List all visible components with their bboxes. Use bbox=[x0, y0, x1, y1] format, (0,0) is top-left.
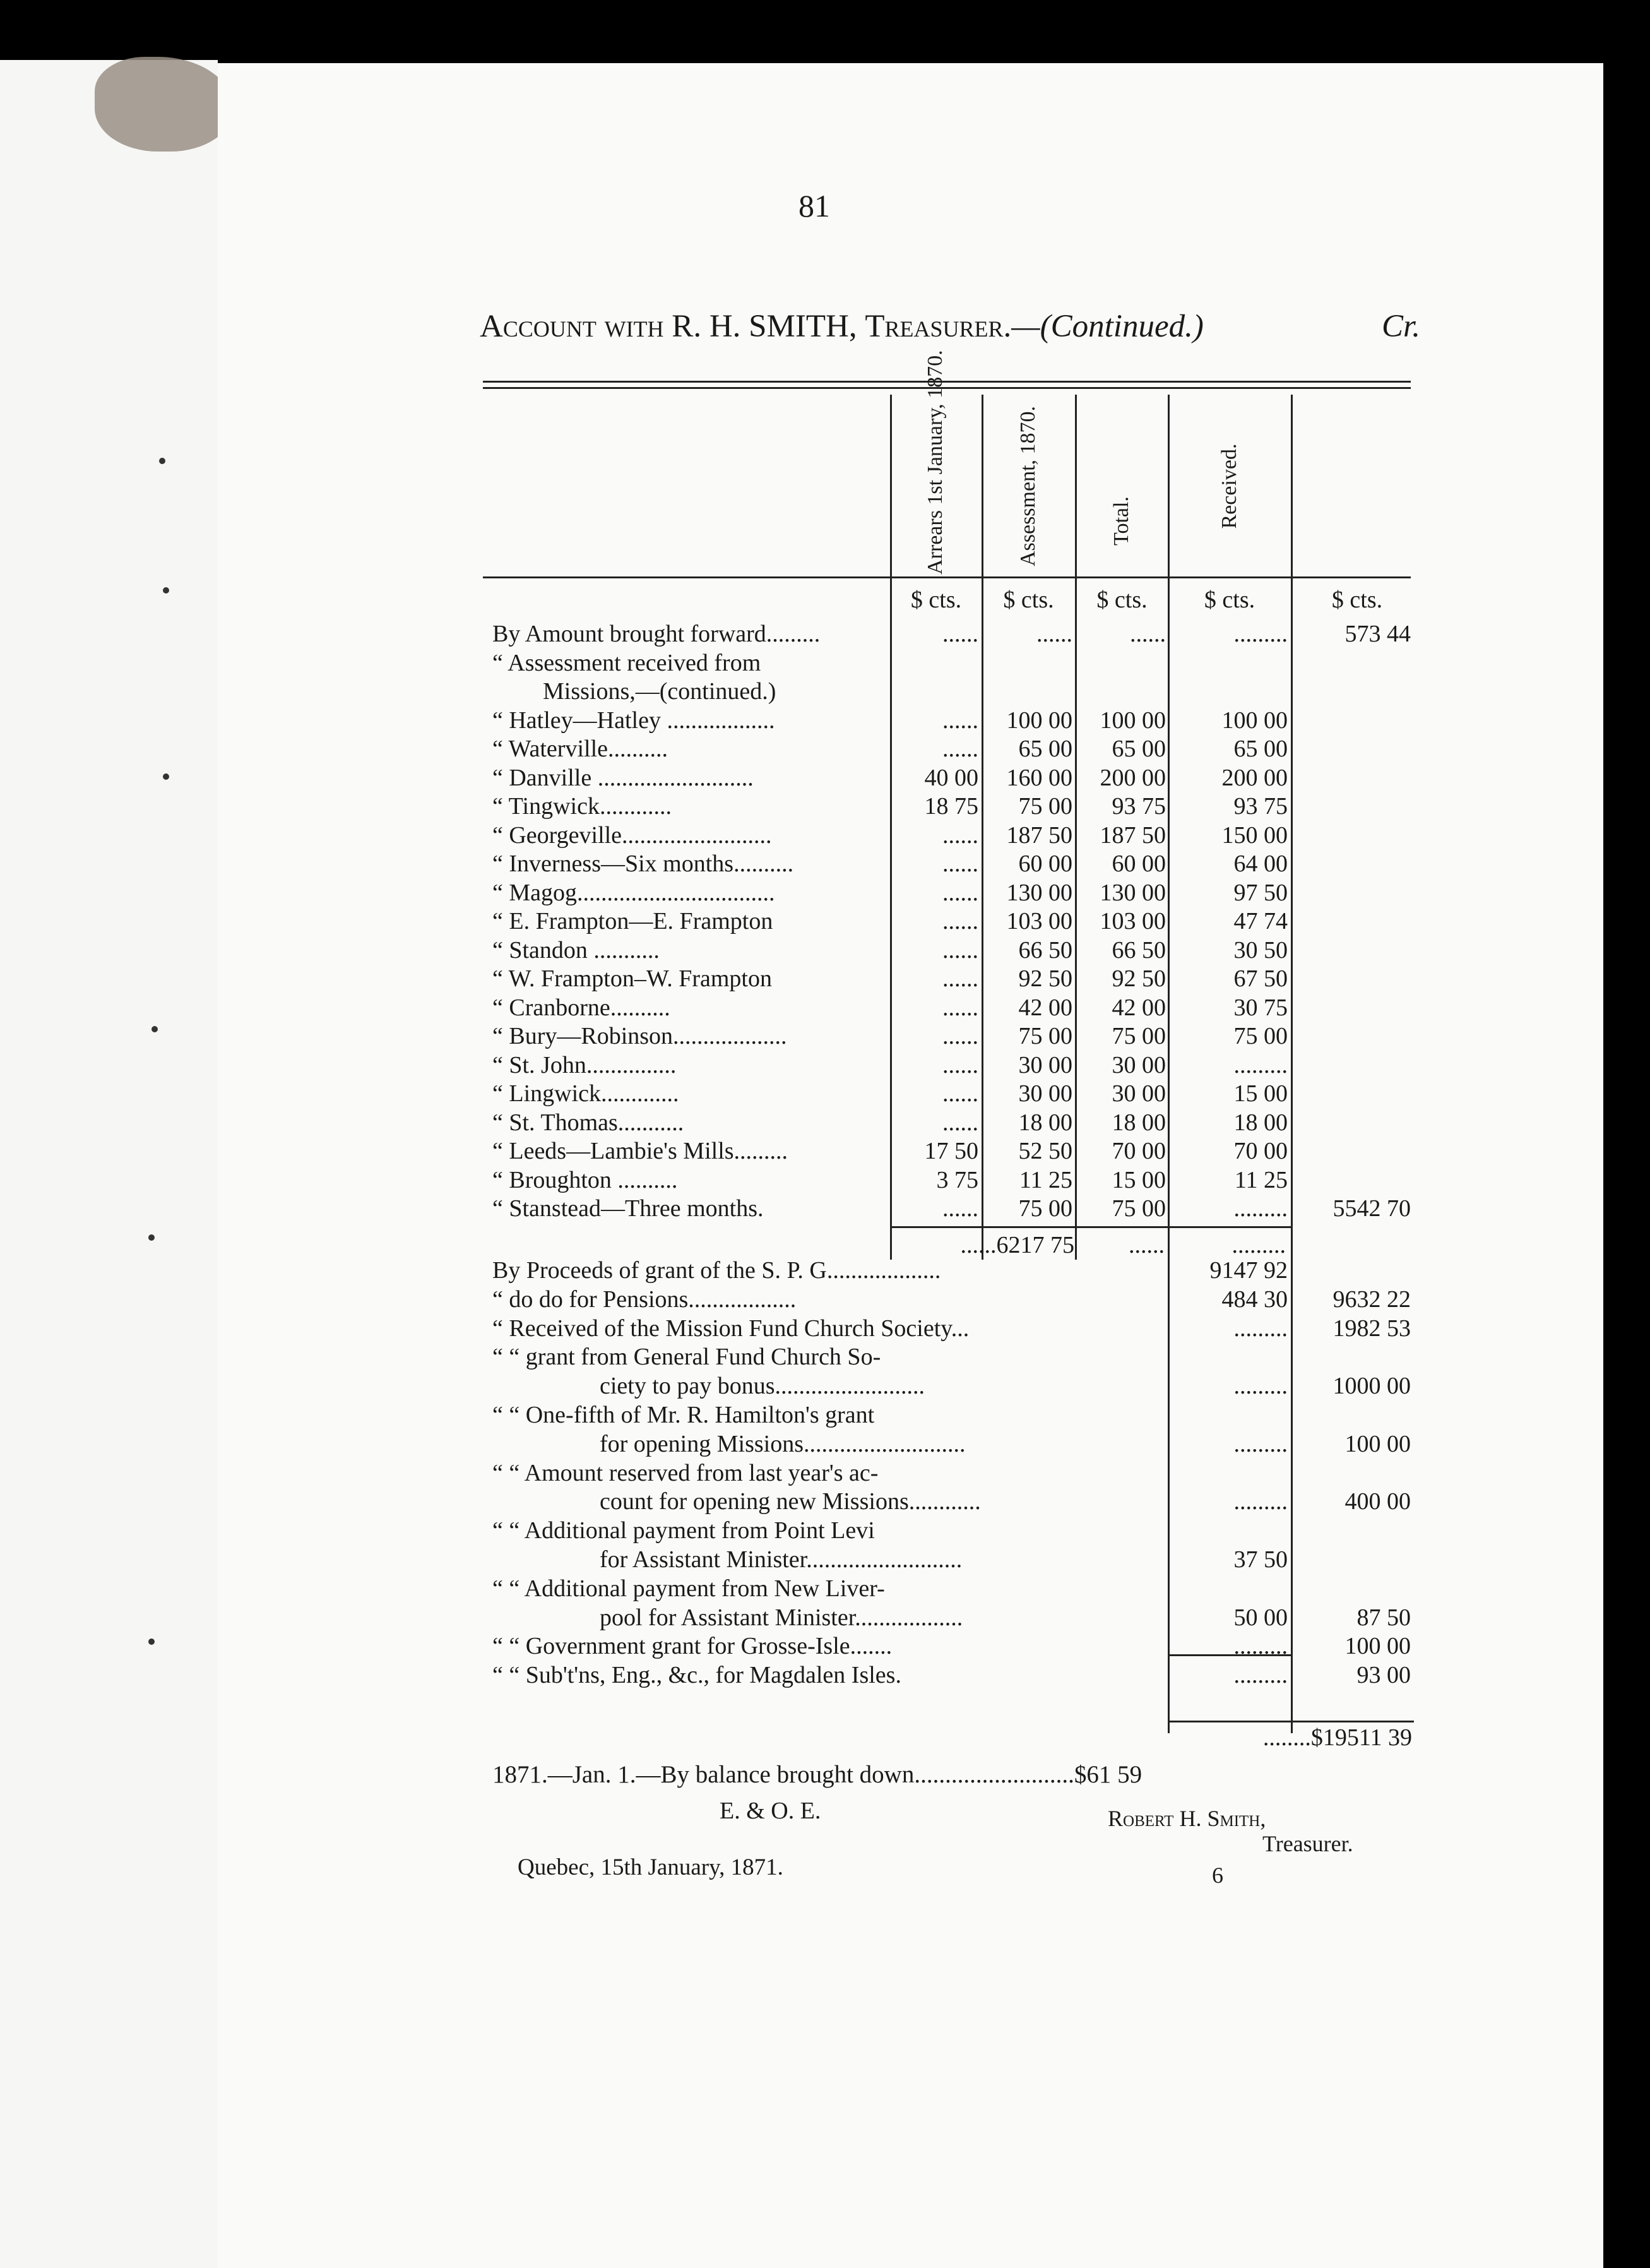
unit-c1: $ cts. bbox=[910, 587, 962, 613]
row-description: “ Assessment received from bbox=[492, 649, 761, 676]
row-c2-value: 103 00 bbox=[1006, 908, 1072, 934]
row-c1-value: ...... bbox=[942, 1109, 978, 1136]
receipt-description: ciety to pay bonus......................... bbox=[600, 1373, 925, 1400]
row-c2-value: 75 00 bbox=[1018, 1195, 1072, 1222]
receipt-description: By Proceeds of grant of the S. P. G................... bbox=[492, 1257, 941, 1284]
row-c3-value: 92 50 bbox=[1112, 965, 1166, 992]
row-description: “ Cranborne.......... bbox=[492, 994, 670, 1021]
receipt-c4-value: ......... bbox=[1233, 1633, 1288, 1660]
row-description: “ Standon ........... bbox=[492, 936, 660, 964]
row-c2-value: 65 00 bbox=[1018, 736, 1072, 762]
row-c3-value: 100 00 bbox=[1100, 707, 1166, 734]
unit-c4: $ cts. bbox=[1204, 587, 1255, 613]
place-date: Quebec, 15th January, 1871. bbox=[518, 1854, 783, 1880]
row-c3-value: 187 50 bbox=[1100, 821, 1166, 849]
title-continued: —(Continued.) bbox=[1011, 309, 1204, 344]
row-c4-value: 100 00 bbox=[1221, 707, 1288, 734]
row-description: “ Georgeville......................... bbox=[492, 821, 772, 849]
row-c3-value: 75 00 bbox=[1112, 1023, 1166, 1049]
row-c4-value: 200 00 bbox=[1221, 764, 1288, 791]
receipt-description: count for opening new Missions............ bbox=[600, 1488, 981, 1515]
row-c1-value: ...... bbox=[942, 908, 978, 934]
page-number: 81 bbox=[798, 188, 830, 224]
row-c3-value: 103 00 bbox=[1100, 908, 1166, 934]
subtotal-rule-b bbox=[1168, 1226, 1291, 1228]
col-sep-5 bbox=[1291, 395, 1293, 1733]
page-title bbox=[480, 308, 1420, 352]
signature-title: Treasurer. bbox=[1262, 1831, 1353, 1856]
row-description: “ Tingwick............ bbox=[492, 793, 672, 820]
unit-c3: $ cts. bbox=[1096, 587, 1148, 613]
subtotal-rule-a bbox=[890, 1226, 1168, 1228]
row-description: “ Magog................................. bbox=[492, 879, 775, 906]
receipt-description: “ Received of the Mission Fund Church Society... bbox=[492, 1315, 970, 1342]
receipt-c4-value: ......... bbox=[1233, 1662, 1288, 1689]
receipt-c5-value: 100 00 bbox=[1344, 1633, 1411, 1660]
row-c1-value: ...... bbox=[942, 850, 978, 877]
row-c3-value: 75 00 bbox=[1112, 1195, 1166, 1222]
row-description: Missions,—(continued.) bbox=[543, 678, 776, 705]
row-description: “ Lingwick............. bbox=[492, 1080, 679, 1107]
row-c2-value: 42 00 bbox=[1018, 994, 1072, 1021]
receipt-description: “ do do for Pensions.................. bbox=[492, 1286, 797, 1313]
unit-c5: $ cts. bbox=[1331, 587, 1383, 613]
receipt-description: “ “ Additional payment from New Liver- bbox=[492, 1575, 885, 1602]
row-c4-value: 30 50 bbox=[1233, 936, 1288, 964]
receipt-c5-value: 100 00 bbox=[1344, 1430, 1411, 1457]
row-c5-value: 573 44 bbox=[1344, 621, 1411, 647]
top-rule-2 bbox=[483, 387, 1411, 389]
row-c2-value: 52 50 bbox=[1018, 1138, 1072, 1164]
row-c4-value: 70 00 bbox=[1233, 1138, 1288, 1164]
col-header-assessment: Assessment, 1870. bbox=[1016, 405, 1040, 567]
row-c2-value: 75 00 bbox=[1018, 793, 1072, 820]
received-total-rule bbox=[1168, 1654, 1291, 1656]
receipt-c4-value: 50 00 bbox=[1233, 1604, 1288, 1631]
receipt-description: “ “ grant from General Fund Church So- bbox=[492, 1344, 881, 1371]
grand-total: ........$19511 39 bbox=[1262, 1724, 1412, 1751]
row-c2-value: 187 50 bbox=[1006, 821, 1072, 849]
signature-mark: 6 bbox=[1212, 1863, 1223, 1888]
row-c3-value: 200 00 bbox=[1100, 764, 1166, 791]
col-header-total: Total. bbox=[1110, 496, 1133, 546]
row-c2-value: ...... bbox=[1036, 621, 1072, 647]
receipt-description: pool for Assistant Minister.................. bbox=[600, 1604, 963, 1631]
top-rule-1 bbox=[483, 381, 1411, 383]
row-c2-value: 92 50 bbox=[1018, 965, 1072, 992]
row-c4-value: 65 00 bbox=[1233, 736, 1288, 762]
row-c3-value: 15 00 bbox=[1112, 1166, 1166, 1193]
row-c3-value: 65 00 bbox=[1112, 736, 1166, 762]
header-bottom-rule bbox=[483, 576, 1411, 578]
row-c3-value: 30 00 bbox=[1112, 1080, 1166, 1107]
receipt-c4-value: 37 50 bbox=[1233, 1546, 1288, 1573]
receipt-description: “ “ Government grant for Grosse-Isle....... bbox=[492, 1633, 893, 1660]
row-c2-value: 66 50 bbox=[1018, 936, 1072, 964]
row-description: “ Stanstead—Three months. bbox=[492, 1195, 764, 1222]
row-c1-value: 17 50 bbox=[924, 1138, 978, 1164]
row-c4-value: ......... bbox=[1233, 1051, 1288, 1078]
row-c2-value: 18 00 bbox=[1018, 1109, 1072, 1136]
row-c4-value: ......... bbox=[1233, 1195, 1288, 1222]
receipt-c5-value: 87 50 bbox=[1356, 1604, 1411, 1631]
row-c1-value: ...... bbox=[942, 736, 978, 762]
row-c3-value: 66 50 bbox=[1112, 936, 1166, 964]
facing-page bbox=[0, 60, 218, 2268]
assessment-total-dots-c4: ......... bbox=[1232, 1232, 1286, 1258]
title-cr: Cr. bbox=[1382, 309, 1420, 344]
row-description: By Amount brought forward......... bbox=[492, 621, 821, 647]
signature-name: Robert H. Smith, bbox=[1108, 1806, 1266, 1831]
row-description: “ Broughton .......... bbox=[492, 1166, 678, 1193]
row-c4-value: 150 00 bbox=[1221, 821, 1288, 849]
receipt-c5-value: 1000 00 bbox=[1332, 1373, 1411, 1400]
row-c2-value: 60 00 bbox=[1018, 850, 1072, 877]
row-c1-value: 40 00 bbox=[924, 764, 978, 791]
receipt-description: “ “ Sub't'ns, Eng., &c., for Magdalen Isles. bbox=[492, 1662, 901, 1689]
row-c2-value: 130 00 bbox=[1006, 879, 1072, 906]
row-c2-value: 75 00 bbox=[1018, 1023, 1072, 1049]
row-c4-value: 11 25 bbox=[1234, 1166, 1288, 1193]
title-name: R. H. SMITH, bbox=[672, 309, 857, 344]
row-c1-value: ...... bbox=[942, 936, 978, 964]
balance-line: 1871.—Jan. 1.—By balance brought down..........................$61 59 bbox=[492, 1761, 1143, 1788]
receipt-description: “ “ Amount reserved from last year's ac- bbox=[492, 1459, 879, 1486]
row-c3-value: 130 00 bbox=[1100, 879, 1166, 906]
receipt-c4-value: ......... bbox=[1233, 1488, 1288, 1515]
receipt-c4-value: ......... bbox=[1233, 1430, 1288, 1457]
grand-total-rule bbox=[1168, 1721, 1414, 1722]
receipt-c5-value: 93 00 bbox=[1356, 1662, 1411, 1689]
row-c1-value: 18 75 bbox=[924, 793, 978, 820]
row-c2-value: 11 25 bbox=[1019, 1166, 1072, 1193]
row-description: “ Inverness—Six months.......... bbox=[492, 850, 794, 877]
errors-omissions: E. & O. E. bbox=[720, 1798, 821, 1824]
row-c4-value: 75 00 bbox=[1233, 1023, 1288, 1049]
row-description: “ St. Thomas........... bbox=[492, 1109, 684, 1136]
row-c1-value: ...... bbox=[942, 994, 978, 1021]
row-c3-value: 18 00 bbox=[1112, 1109, 1166, 1136]
row-c4-value: 47 74 bbox=[1233, 908, 1288, 934]
receipt-description: for Assistant Minister.......................... bbox=[600, 1546, 963, 1573]
row-c3-value: 30 00 bbox=[1112, 1051, 1166, 1078]
row-c1-value: ...... bbox=[942, 1023, 978, 1049]
assessment-total: ......6217 75 bbox=[960, 1232, 1074, 1258]
receipt-c4-value: 9147 92 bbox=[1209, 1257, 1288, 1284]
row-description: “ Bury—Robinson................... bbox=[492, 1023, 787, 1049]
receipt-description: “ “ One-fifth of Mr. R. Hamilton's grant bbox=[492, 1402, 875, 1428]
row-c4-value: ......... bbox=[1233, 621, 1288, 647]
row-c1-value: ...... bbox=[942, 965, 978, 992]
row-c1-value: ...... bbox=[942, 621, 978, 647]
receipt-c5-value: 1982 53 bbox=[1332, 1315, 1411, 1342]
row-description: “ Danville .......................... bbox=[492, 764, 754, 791]
row-c1-value: ...... bbox=[942, 1195, 978, 1222]
title-treasurer: Treasurer. bbox=[865, 309, 1012, 344]
row-description: “ Leeds—Lambie's Mills......... bbox=[492, 1138, 788, 1164]
row-description: “ St. John............... bbox=[492, 1051, 677, 1078]
row-c2-value: 160 00 bbox=[1006, 764, 1072, 791]
row-c2-value: 100 00 bbox=[1006, 707, 1072, 734]
receipt-description: for opening Missions........................... bbox=[600, 1430, 966, 1457]
row-c1-value: ...... bbox=[942, 1080, 978, 1107]
row-c1-value: ...... bbox=[942, 879, 978, 906]
receipt-c4-value: ......... bbox=[1233, 1373, 1288, 1400]
row-c5-value: 5542 70 bbox=[1332, 1195, 1411, 1222]
row-c4-value: 30 75 bbox=[1233, 994, 1288, 1021]
unit-c2: $ cts. bbox=[1003, 587, 1054, 613]
row-c4-value: 15 00 bbox=[1233, 1080, 1288, 1107]
row-c3-value: 42 00 bbox=[1112, 994, 1166, 1021]
receipt-c4-value: 484 30 bbox=[1221, 1286, 1288, 1313]
receipt-c5-value: 400 00 bbox=[1344, 1488, 1411, 1515]
assessment-total-dots-c3: ...... bbox=[1129, 1232, 1165, 1258]
row-c4-value: 64 00 bbox=[1233, 850, 1288, 877]
row-c1-value: 3 75 bbox=[936, 1166, 978, 1193]
row-c3-value: 70 00 bbox=[1112, 1138, 1166, 1164]
row-c2-value: 30 00 bbox=[1018, 1051, 1072, 1078]
row-c3-value: ...... bbox=[1130, 621, 1166, 647]
row-description: “ Waterville.......... bbox=[492, 736, 668, 762]
row-description: “ W. Frampton–W. Frampton bbox=[492, 965, 772, 992]
row-c2-value: 30 00 bbox=[1018, 1080, 1072, 1107]
row-c1-value: ...... bbox=[942, 707, 978, 734]
row-description: “ E. Frampton—E. Frampton bbox=[492, 908, 773, 934]
receipt-description: “ “ Additional payment from Point Levi bbox=[492, 1517, 875, 1544]
col-header-received: Received. bbox=[1218, 443, 1241, 529]
row-c1-value: ...... bbox=[942, 1051, 978, 1078]
row-c4-value: 67 50 bbox=[1233, 965, 1288, 992]
receipt-c5-value: 9632 22 bbox=[1332, 1286, 1411, 1313]
row-c3-value: 60 00 bbox=[1112, 850, 1166, 877]
row-c1-value: ...... bbox=[942, 821, 978, 849]
col-header-arrears: Arrears 1st January, 1870. bbox=[923, 350, 947, 575]
row-c3-value: 93 75 bbox=[1112, 793, 1166, 820]
row-c4-value: 93 75 bbox=[1233, 793, 1288, 820]
title-account: Account with bbox=[480, 309, 664, 344]
row-description: “ Hatley—Hatley .................. bbox=[492, 707, 775, 734]
row-c4-value: 18 00 bbox=[1233, 1109, 1288, 1136]
receipt-c4-value: ......... bbox=[1233, 1315, 1288, 1342]
row-c4-value: 97 50 bbox=[1233, 879, 1288, 906]
